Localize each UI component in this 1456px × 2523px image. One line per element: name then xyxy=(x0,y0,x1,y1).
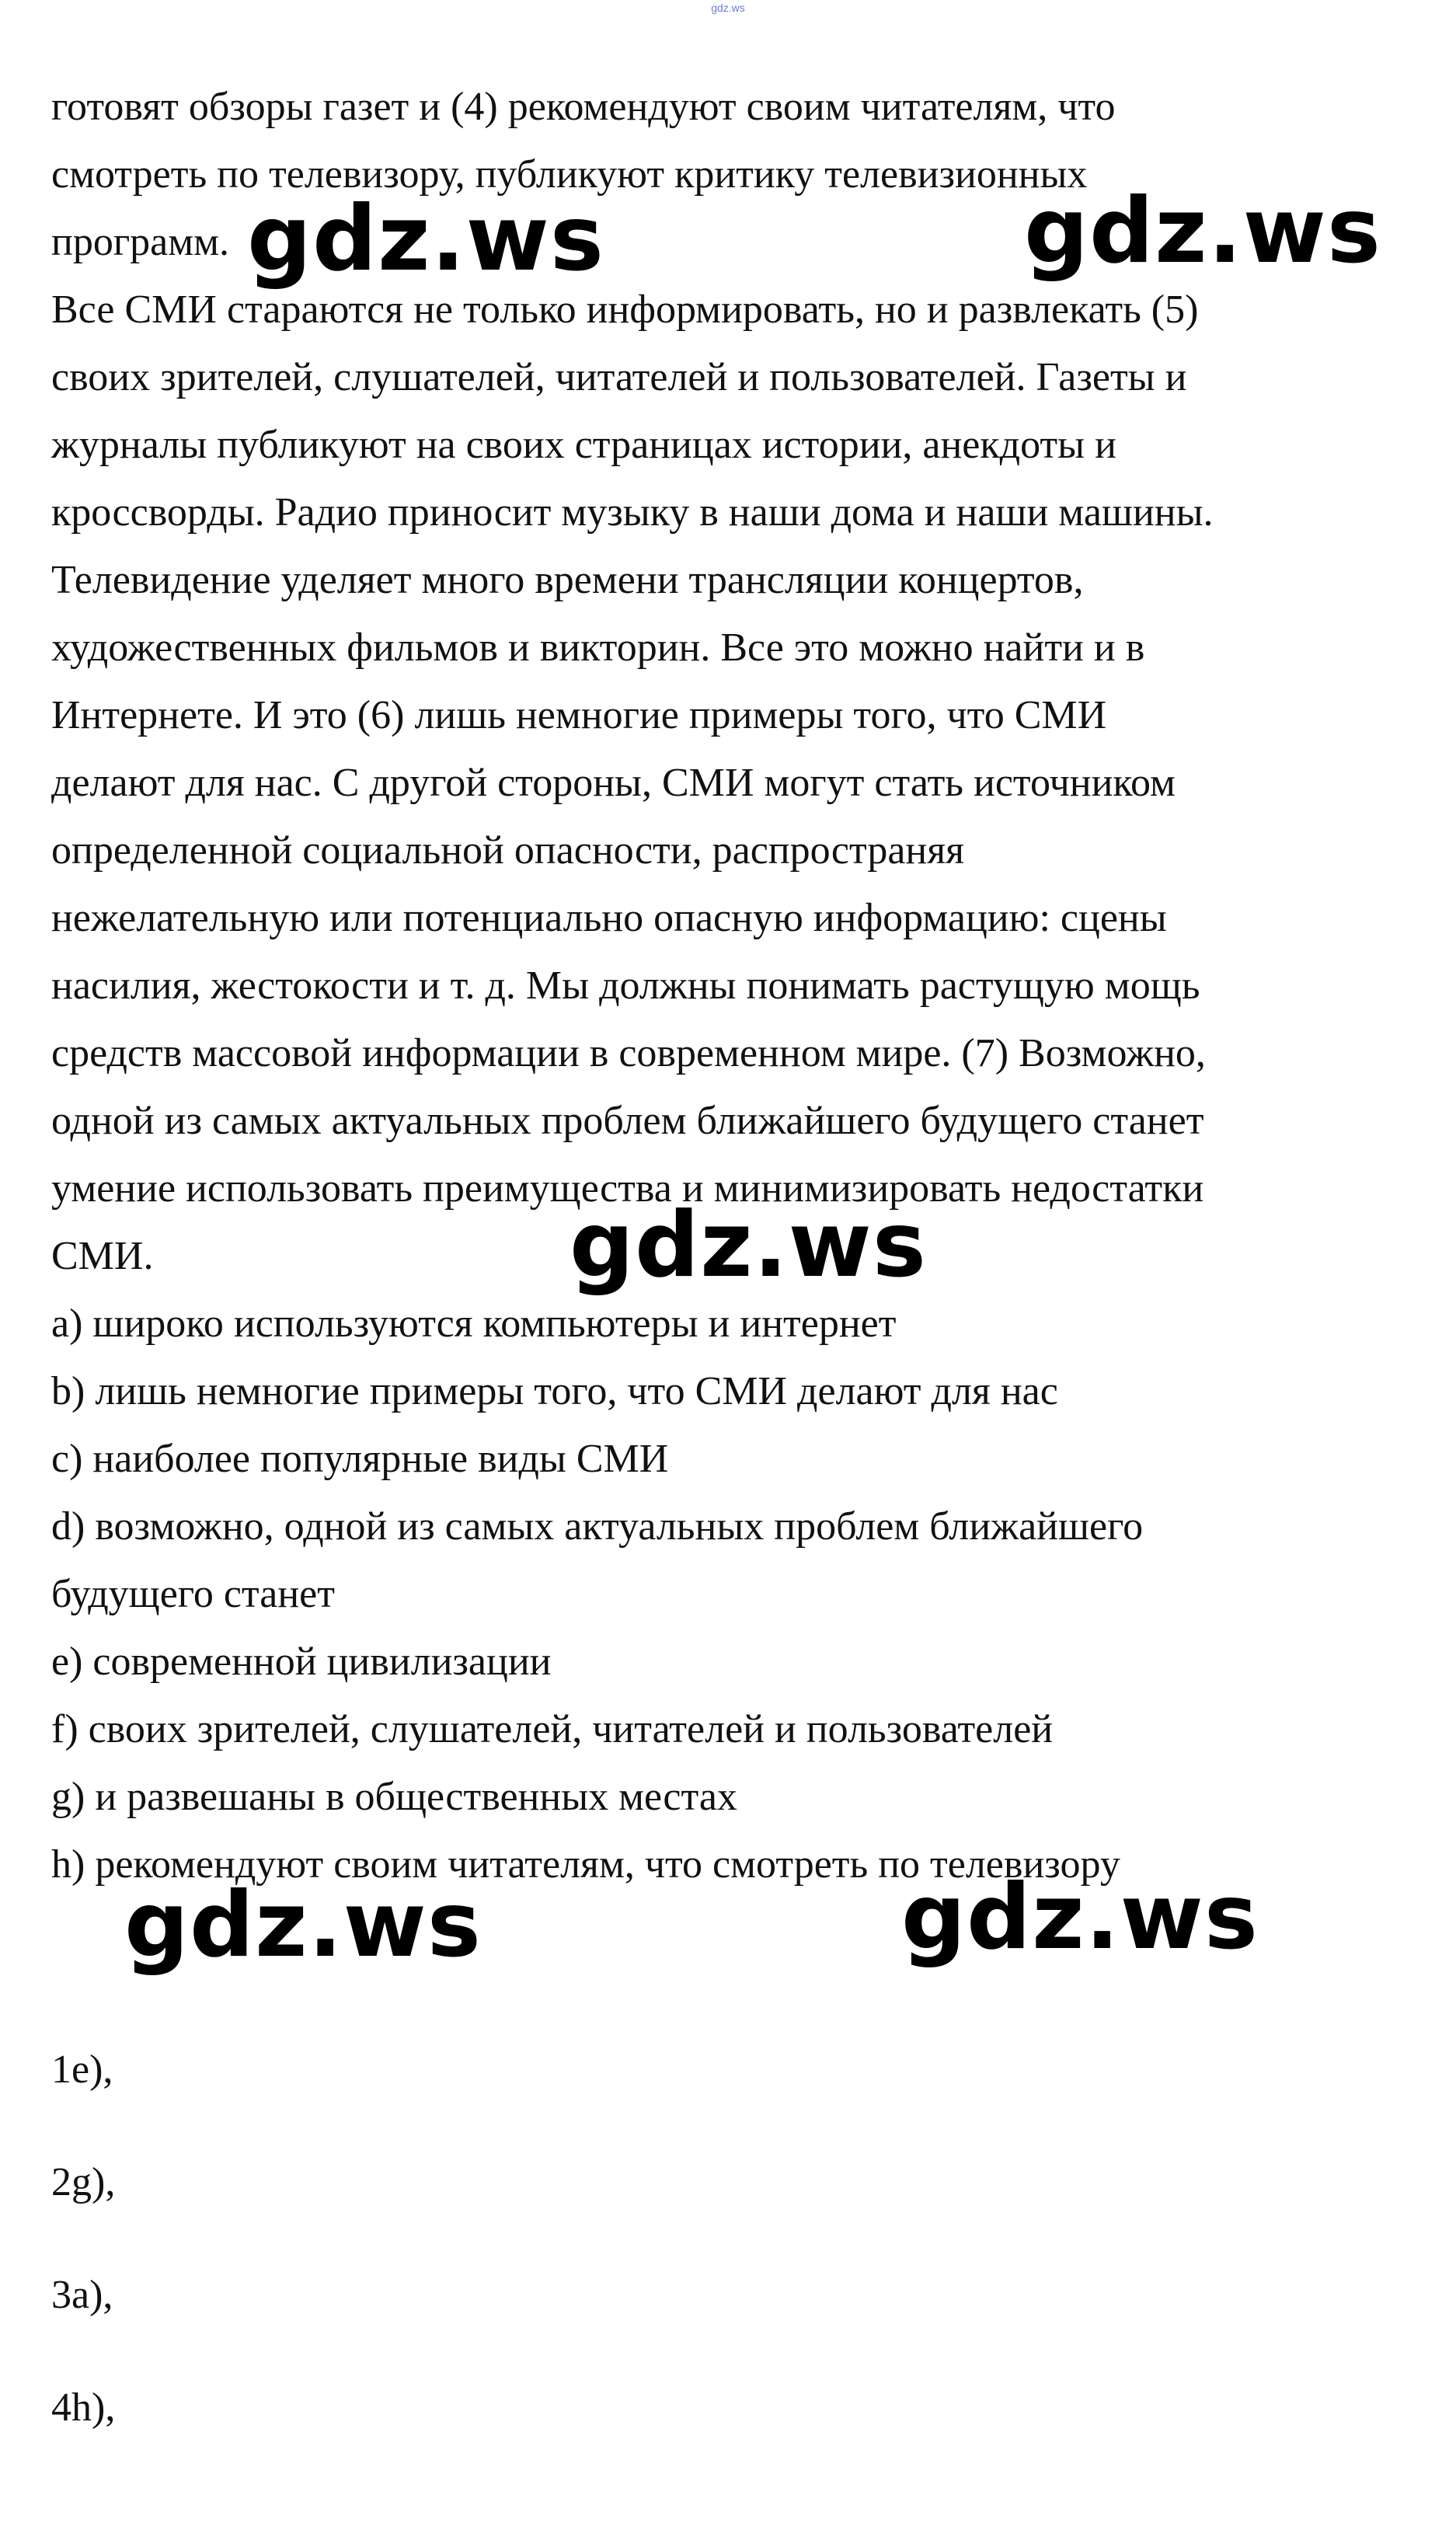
text-line: СМИ. xyxy=(51,1234,154,1278)
answer-item: 1e), xyxy=(51,2047,113,2092)
text-line: нежелательную или потенциально опасную информацию: сцены xyxy=(51,896,1167,940)
option-line: g) и развешаны в общественных местах xyxy=(51,1775,737,1819)
site-mark: gdz.ws xyxy=(711,2,745,14)
watermark: gdz.ws xyxy=(124,1873,482,1978)
text-line: делают для нас. С другой стороны, СМИ могут стать источником xyxy=(51,761,1176,805)
answer-item: 2g), xyxy=(51,2160,116,2204)
text-line: одной из самых актуальных проблем ближайшего будущего станет xyxy=(51,1099,1204,1143)
text-line: определенной социальной опасности, распространяя xyxy=(51,828,965,873)
watermark: gdz.ws xyxy=(901,1865,1259,1970)
text-line: готовят обзоры газет и (4) рекомендуют своим читателям, что xyxy=(51,85,1116,129)
option-line: f) своих зрителей, слушателей, читателей и пользователей xyxy=(51,1707,1054,1751)
document-text xyxy=(51,73,1419,1898)
option-line: d) возможно, одной из самых актуальных проблем ближайшего xyxy=(51,1504,1144,1549)
option-line: h) рекомендуют своим читателям, что смотреть по телевизору xyxy=(51,1842,1120,1887)
text-line: программ. xyxy=(51,220,230,264)
watermark: gdz.ws xyxy=(570,1193,927,1298)
answer-list xyxy=(51,2036,115,2486)
answer-item: 3a), xyxy=(51,2273,113,2317)
text-line: кроссворды. Радио приносит музыку в наши дома и наши машины. xyxy=(51,490,1214,535)
answer-item: 4h), xyxy=(51,2385,116,2430)
text-line: Интернете. И это (6) лишь немногие примеры того, что СМИ xyxy=(51,693,1107,737)
option-line: e) современной цивилизации xyxy=(51,1640,552,1684)
text-line: журналы публикуют на своих страницах истории, анекдоты и xyxy=(51,423,1116,467)
watermark: gdz.ws xyxy=(247,186,604,291)
text-line: Все СМИ стараются не только информировать, но и развлекать (5) xyxy=(51,287,1199,332)
text-line: Телевидение уделяет много времени трансляции концертов, xyxy=(51,558,1084,602)
text-line: насилия, жестокости и т. д. Мы должны понимать растущую мощь xyxy=(51,964,1200,1008)
option-line: b) лишь немногие примеры того, что СМИ делают для нас xyxy=(51,1369,1058,1413)
option-line: будущего станет xyxy=(51,1572,335,1616)
text-line: умение использовать преимущества и минимизировать недостатки xyxy=(51,1166,1204,1211)
text-line: смотреть по телевизору, публикуют критику телевизионных xyxy=(51,152,1088,197)
text-line: художественных фильмов и викторин. Все это можно найти и в xyxy=(51,626,1145,670)
option-line: c) наиболее популярные виды СМИ xyxy=(51,1437,669,1481)
option-line: a) широко используются компьютеры и интернет xyxy=(51,1302,897,1346)
text-line: своих зрителей, слушателей, читателей и пользователей. Газеты и xyxy=(51,355,1187,399)
watermark: gdz.ws xyxy=(1024,179,1381,284)
text-line: средств массовой информации в современном мире. (7) Возможно, xyxy=(51,1031,1206,1075)
